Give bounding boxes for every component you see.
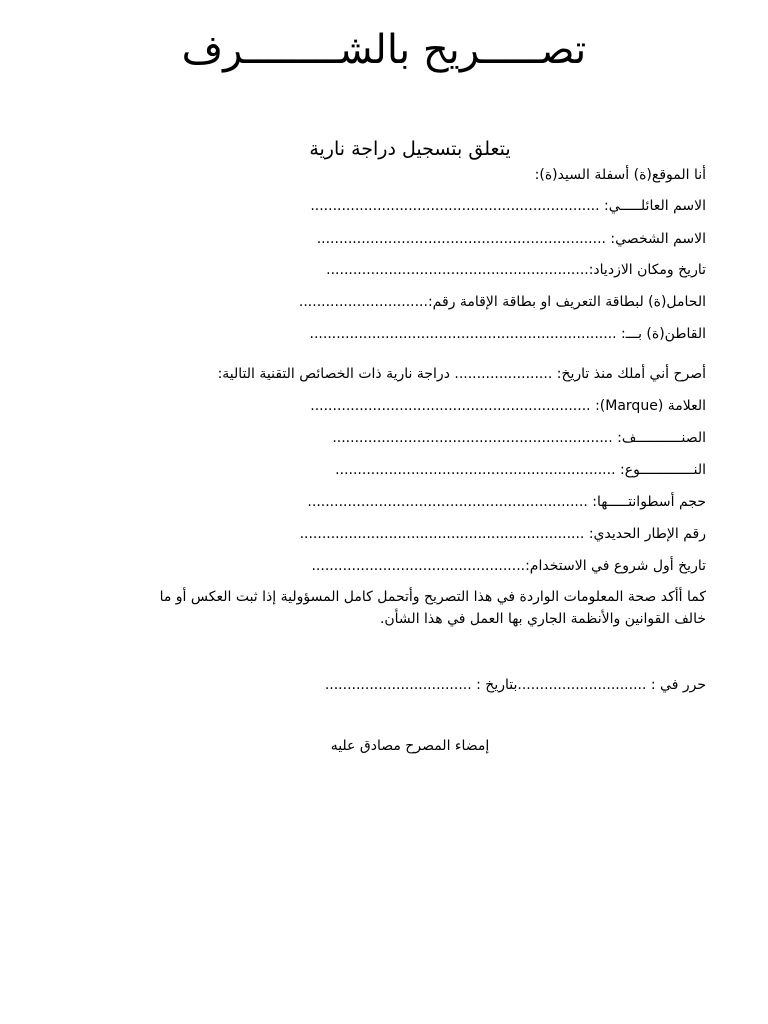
- field-label: القاطن(ة) بـــ:: [616, 326, 706, 342]
- fill-dots: ................................................................: [299, 526, 585, 542]
- fill-dots: ...............................................................: [307, 494, 588, 510]
- address-field: [62, 324, 706, 344]
- intro-line: أنا الموقع(ة) أسفلة السيد(ة):: [534, 167, 706, 183]
- document-title: تصـــــريح بالشــــــــرف: [181, 27, 587, 73]
- field-label: العلامة (Marque):: [590, 398, 706, 414]
- first-name-field: [62, 229, 706, 249]
- birth-date-place-field: [62, 260, 706, 280]
- declaration-line: أصرح أني أملك منذ تاريخ: ...................... دراجة نارية ذات الخصائص التقنية التالية:: [217, 366, 706, 382]
- signature-line: إمضاء المصرح مصادق عليه: [330, 738, 490, 754]
- family-name-field: [62, 196, 706, 216]
- fill-dots: ...............................................................: [335, 462, 616, 478]
- id-card-field: [62, 292, 706, 312]
- engine-displacement-field: [62, 492, 706, 512]
- fill-dots: ................................................: [311, 558, 526, 574]
- first-use-date-field: [62, 556, 706, 576]
- confirmation-paragraph: كما أأكد صحة المعلومات الواردة في هذا التصريح وأتحمل كامل المسؤولية إذا ثبت العكس أو ما خالف القوانين والأنظمة الجاري بها العمل في هذا الشأن.: [159, 589, 706, 627]
- fill-dots: .................................................................: [310, 198, 600, 214]
- fill-dots: .....................................................................: [309, 326, 617, 342]
- category-field: [62, 428, 706, 448]
- field-label: الحامل(ة) لبطاقة التعريف او بطاقة الإقامة رقم:: [427, 294, 706, 310]
- document-subtitle: يتعلق بتسجيل دراجة نارية: [309, 138, 511, 160]
- field-label: حجم أسطوانتـــــها:: [587, 494, 706, 510]
- field-label: رقم الإطار الحديدي:: [584, 526, 706, 542]
- fill-dots: ...............................................................: [310, 398, 591, 414]
- fill-dots: .............................: [298, 294, 428, 310]
- type-field: [62, 460, 706, 480]
- field-label: تاريخ أول شروع في الاستخدام:: [525, 558, 706, 574]
- place-date-line: حرر في : .............................بتاريخ : .................................: [324, 677, 706, 693]
- chassis-number-field: [62, 524, 706, 544]
- fill-dots: ...........................................................: [326, 262, 589, 278]
- fill-dots: ...............................................................: [332, 430, 613, 446]
- field-label: الاسم الشخصي:: [605, 231, 706, 247]
- brand-field: [62, 396, 706, 416]
- field-label: تاريخ ومكان الازدياد:: [588, 262, 706, 278]
- field-label: الاسم العائلـــــي:: [599, 198, 706, 214]
- field-label: النـــــــــــــوع:: [615, 462, 706, 478]
- field-label: الصنـــــــــــف:: [612, 430, 706, 446]
- fill-dots: .................................................................: [316, 231, 606, 247]
